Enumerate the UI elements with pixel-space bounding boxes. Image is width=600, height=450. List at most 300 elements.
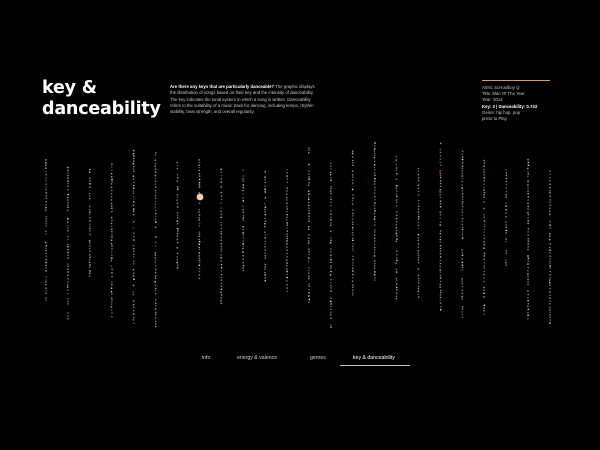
- song-dot[interactable]: [528, 162, 529, 163]
- song-dot[interactable]: [111, 260, 112, 261]
- song-dot[interactable]: [374, 172, 375, 173]
- song-dot[interactable]: [45, 167, 46, 168]
- song-dot[interactable]: [199, 203, 200, 204]
- song-dot[interactable]: [155, 186, 156, 187]
- song-dot[interactable]: [330, 188, 331, 189]
- song-dot[interactable]: [308, 226, 309, 227]
- song-dot[interactable]: [155, 262, 156, 263]
- song-dot[interactable]: [440, 186, 441, 187]
- song-dot[interactable]: [67, 249, 68, 250]
- song-dot[interactable]: [330, 213, 331, 214]
- song-dot[interactable]: [286, 287, 287, 288]
- song-dot[interactable]: [330, 177, 331, 178]
- song-dot[interactable]: [221, 207, 222, 208]
- song-dot[interactable]: [155, 204, 156, 205]
- song-dot[interactable]: [221, 277, 222, 278]
- song-dot[interactable]: [330, 202, 331, 203]
- song-dot[interactable]: [133, 196, 134, 197]
- song-dot[interactable]: [549, 177, 550, 178]
- song-dot[interactable]: [396, 224, 397, 225]
- song-dot[interactable]: [67, 284, 68, 285]
- song-dot[interactable]: [330, 309, 331, 310]
- song-dot[interactable]: [220, 217, 221, 218]
- song-dot[interactable]: [89, 230, 90, 231]
- song-dot[interactable]: [528, 173, 529, 174]
- song-dot[interactable]: [199, 252, 200, 253]
- song-dot[interactable]: [287, 214, 288, 215]
- song-dot[interactable]: [352, 284, 353, 285]
- song-dot[interactable]: [330, 301, 331, 302]
- song-dot[interactable]: [352, 153, 353, 154]
- song-dot[interactable]: [549, 208, 550, 209]
- song-dot[interactable]: [440, 206, 441, 207]
- song-dot[interactable]: [330, 219, 331, 220]
- song-dot[interactable]: [286, 236, 287, 237]
- song-dot[interactable]: [45, 259, 46, 260]
- song-dot[interactable]: [374, 244, 375, 245]
- song-dot[interactable]: [330, 172, 331, 173]
- song-dot[interactable]: [155, 299, 156, 300]
- song-dot[interactable]: [111, 245, 112, 246]
- song-dot[interactable]: [483, 281, 484, 282]
- song-dot[interactable]: [308, 176, 309, 177]
- song-dot[interactable]: [440, 256, 441, 257]
- song-dot[interactable]: [67, 282, 68, 283]
- song-dot[interactable]: [462, 227, 463, 228]
- song-dot[interactable]: [330, 168, 331, 169]
- song-dot[interactable]: [111, 229, 112, 230]
- song-dot[interactable]: [286, 280, 287, 281]
- song-dot[interactable]: [352, 224, 353, 225]
- song-dot[interactable]: [242, 178, 243, 179]
- song-dot[interactable]: [461, 311, 462, 312]
- song-dot[interactable]: [374, 190, 375, 191]
- song-dot[interactable]: [330, 306, 331, 307]
- song-dot[interactable]: [462, 175, 463, 176]
- song-dot[interactable]: [308, 248, 309, 249]
- song-dot[interactable]: [461, 278, 462, 279]
- song-dot[interactable]: [46, 183, 47, 184]
- song-dot[interactable]: [177, 196, 178, 197]
- song-dot[interactable]: [111, 226, 112, 227]
- song-dot[interactable]: [89, 240, 90, 241]
- song-dot[interactable]: [89, 217, 90, 218]
- song-dot[interactable]: [45, 250, 46, 251]
- song-dot[interactable]: [374, 224, 375, 225]
- song-dot[interactable]: [155, 221, 156, 222]
- song-dot[interactable]: [68, 301, 69, 302]
- song-dot[interactable]: [89, 257, 90, 258]
- song-dot[interactable]: [89, 180, 90, 181]
- song-dot[interactable]: [527, 306, 528, 307]
- song-dot[interactable]: [396, 221, 397, 222]
- song-dot[interactable]: [177, 177, 178, 178]
- song-dot[interactable]: [330, 163, 331, 164]
- song-dot[interactable]: [264, 232, 265, 233]
- song-dot[interactable]: [155, 242, 156, 243]
- song-dot[interactable]: [287, 178, 288, 179]
- song-dot[interactable]: [549, 211, 550, 212]
- song-dot[interactable]: [133, 214, 134, 215]
- song-dot[interactable]: [506, 196, 507, 197]
- song-dot[interactable]: [549, 250, 550, 251]
- nav-item-energy-valence[interactable]: energy & valence: [237, 355, 278, 361]
- song-dot[interactable]: [374, 265, 375, 266]
- song-dot[interactable]: [199, 167, 200, 168]
- song-dot[interactable]: [155, 260, 156, 261]
- song-dot[interactable]: [418, 206, 419, 207]
- song-dot[interactable]: [286, 265, 287, 266]
- song-dot[interactable]: [309, 299, 310, 300]
- song-dot[interactable]: [265, 197, 266, 198]
- song-dot[interactable]: [111, 187, 112, 188]
- song-dot[interactable]: [308, 254, 309, 255]
- song-dot[interactable]: [45, 221, 46, 222]
- song-dot[interactable]: [67, 170, 68, 171]
- song-dot[interactable]: [352, 274, 353, 275]
- song-dot[interactable]: [506, 230, 507, 231]
- song-dot[interactable]: [330, 251, 331, 252]
- song-dot[interactable]: [308, 267, 309, 268]
- song-dot[interactable]: [155, 272, 156, 273]
- song-dot[interactable]: [440, 180, 441, 181]
- song-dot[interactable]: [242, 248, 243, 249]
- song-dot[interactable]: [155, 169, 156, 170]
- song-dot[interactable]: [111, 272, 112, 273]
- song-dot[interactable]: [198, 211, 199, 212]
- song-dot[interactable]: [89, 169, 90, 170]
- song-dot[interactable]: [221, 274, 222, 275]
- song-dot[interactable]: [352, 171, 353, 172]
- song-dot[interactable]: [286, 262, 287, 263]
- song-dot[interactable]: [198, 170, 199, 171]
- song-dot[interactable]: [89, 251, 90, 252]
- song-dot[interactable]: [67, 252, 68, 253]
- song-dot[interactable]: [133, 251, 134, 252]
- song-dot[interactable]: [352, 246, 353, 247]
- song-dot[interactable]: [286, 206, 287, 207]
- song-dot[interactable]: [45, 267, 46, 268]
- song-dot[interactable]: [527, 282, 528, 283]
- song-dot[interactable]: [111, 217, 112, 218]
- song-dot[interactable]: [111, 236, 112, 237]
- song-dot[interactable]: [155, 252, 156, 253]
- song-dot[interactable]: [440, 297, 441, 298]
- song-dot[interactable]: [177, 221, 178, 222]
- song-dot[interactable]: [286, 253, 287, 254]
- song-dot[interactable]: [505, 209, 506, 210]
- song-dot[interactable]: [177, 264, 178, 265]
- song-dot[interactable]: [133, 248, 134, 249]
- song-dot[interactable]: [374, 252, 375, 253]
- song-dot[interactable]: [133, 158, 134, 159]
- song-dot[interactable]: [374, 150, 375, 151]
- song-dot[interactable]: [506, 250, 507, 251]
- song-dot[interactable]: [111, 181, 112, 182]
- song-dot[interactable]: [352, 194, 353, 195]
- song-dot[interactable]: [439, 170, 440, 171]
- song-dot[interactable]: [111, 304, 112, 305]
- song-dot[interactable]: [440, 292, 441, 293]
- song-dot[interactable]: [89, 220, 90, 221]
- song-dot[interactable]: [396, 215, 397, 216]
- song-dot[interactable]: [264, 211, 265, 212]
- song-dot[interactable]: [199, 173, 200, 174]
- song-dot[interactable]: [352, 189, 353, 190]
- song-dot[interactable]: [396, 196, 397, 197]
- song-dot[interactable]: [527, 171, 528, 172]
- song-dot[interactable]: [396, 298, 397, 299]
- song-dot[interactable]: [440, 241, 441, 242]
- song-dot[interactable]: [89, 206, 90, 207]
- song-dot[interactable]: [221, 294, 222, 295]
- song-dot[interactable]: [242, 181, 243, 182]
- song-dot[interactable]: [483, 187, 484, 188]
- song-dot[interactable]: [111, 203, 112, 204]
- song-dot[interactable]: [549, 314, 550, 315]
- song-dot[interactable]: [155, 216, 156, 217]
- song-dot[interactable]: [352, 174, 353, 175]
- song-dot[interactable]: [221, 171, 222, 172]
- song-dot[interactable]: [484, 220, 485, 221]
- song-dot[interactable]: [308, 185, 309, 186]
- song-dot[interactable]: [528, 214, 529, 215]
- song-dot[interactable]: [45, 248, 46, 249]
- song-dot[interactable]: [111, 166, 112, 167]
- song-dot[interactable]: [330, 285, 331, 286]
- song-dot[interactable]: [462, 170, 463, 171]
- song-dot[interactable]: [265, 234, 266, 235]
- song-dot[interactable]: [221, 228, 222, 229]
- song-dot[interactable]: [330, 222, 331, 223]
- song-dot[interactable]: [462, 173, 463, 174]
- song-dot[interactable]: [286, 219, 287, 220]
- song-dot[interactable]: [461, 153, 462, 154]
- song-dot[interactable]: [199, 247, 200, 248]
- song-dot[interactable]: [440, 230, 441, 231]
- song-dot[interactable]: [527, 276, 528, 277]
- song-dot[interactable]: [396, 205, 397, 206]
- song-dot[interactable]: [549, 170, 550, 171]
- song-dot[interactable]: [440, 143, 441, 144]
- song-dot[interactable]: [111, 287, 112, 288]
- song-dot[interactable]: [484, 314, 485, 315]
- song-dot[interactable]: [483, 308, 484, 309]
- song-dot[interactable]: [396, 241, 397, 242]
- song-dot[interactable]: [155, 293, 156, 294]
- song-dot[interactable]: [374, 192, 375, 193]
- song-dot[interactable]: [286, 182, 287, 183]
- song-dot[interactable]: [177, 212, 178, 213]
- song-dot[interactable]: [308, 240, 309, 241]
- song-dot[interactable]: [133, 317, 134, 318]
- song-dot[interactable]: [45, 178, 46, 179]
- song-dot[interactable]: [549, 252, 550, 253]
- song-dot[interactable]: [177, 247, 178, 248]
- song-dot[interactable]: [308, 301, 309, 302]
- song-dot[interactable]: [550, 255, 551, 256]
- song-dot[interactable]: [67, 204, 68, 205]
- song-dot[interactable]: [396, 179, 397, 180]
- song-dot[interactable]: [527, 184, 528, 185]
- song-dot[interactable]: [45, 297, 46, 298]
- song-dot[interactable]: [396, 251, 397, 252]
- song-dot[interactable]: [287, 222, 288, 223]
- song-dot[interactable]: [527, 270, 528, 271]
- song-dot[interactable]: [528, 196, 529, 197]
- song-dot[interactable]: [440, 269, 441, 270]
- song-dot[interactable]: [527, 274, 528, 275]
- song-dot[interactable]: [462, 234, 463, 235]
- song-dot[interactable]: [308, 213, 309, 214]
- song-dot[interactable]: [484, 262, 485, 263]
- song-dot[interactable]: [396, 233, 397, 234]
- song-dot[interactable]: [549, 291, 550, 292]
- song-dot[interactable]: [418, 216, 419, 217]
- song-dot[interactable]: [133, 185, 134, 186]
- song-dot[interactable]: [505, 224, 506, 225]
- song-dot[interactable]: [549, 258, 550, 259]
- song-dot[interactable]: [265, 189, 266, 190]
- song-dot[interactable]: [440, 306, 441, 307]
- song-dot[interactable]: [287, 172, 288, 173]
- song-dot[interactable]: [374, 222, 375, 223]
- song-dot[interactable]: [505, 205, 506, 206]
- song-dot[interactable]: [506, 191, 507, 192]
- song-dot[interactable]: [440, 212, 441, 213]
- song-dot[interactable]: [221, 222, 222, 223]
- song-dot[interactable]: [528, 309, 529, 310]
- song-dot[interactable]: [265, 280, 266, 281]
- song-dot[interactable]: [396, 173, 397, 174]
- song-dot[interactable]: [89, 193, 90, 194]
- song-dot[interactable]: [242, 209, 243, 210]
- song-dot[interactable]: [177, 253, 178, 254]
- song-dot[interactable]: [396, 289, 397, 290]
- song-dot[interactable]: [396, 199, 397, 200]
- song-dot[interactable]: [483, 277, 484, 278]
- song-dot[interactable]: [527, 231, 528, 232]
- song-dot[interactable]: [330, 217, 331, 218]
- song-dot[interactable]: [352, 232, 353, 233]
- song-dot[interactable]: [550, 277, 551, 278]
- song-dot[interactable]: [155, 305, 156, 306]
- song-dot[interactable]: [46, 201, 47, 202]
- song-dot[interactable]: [308, 164, 309, 165]
- song-dot[interactable]: [286, 208, 287, 209]
- song-dot[interactable]: [111, 199, 112, 200]
- song-dot[interactable]: [155, 236, 156, 237]
- song-dot[interactable]: [67, 246, 68, 247]
- song-dot[interactable]: [177, 217, 178, 218]
- song-dot[interactable]: [418, 237, 419, 238]
- song-dot[interactable]: [330, 180, 331, 181]
- song-dot[interactable]: [462, 178, 463, 179]
- song-dot[interactable]: [505, 216, 506, 217]
- song-dot[interactable]: [462, 306, 463, 307]
- song-dot[interactable]: [462, 229, 463, 230]
- song-dot[interactable]: [440, 253, 441, 254]
- song-dot[interactable]: [89, 171, 90, 172]
- song-dot[interactable]: [155, 275, 156, 276]
- song-dot[interactable]: [67, 177, 68, 178]
- song-dot[interactable]: [418, 225, 419, 226]
- song-dot[interactable]: [418, 296, 419, 297]
- song-dot[interactable]: [440, 183, 441, 184]
- song-dot[interactable]: [549, 268, 550, 269]
- song-dot[interactable]: [462, 193, 463, 194]
- song-dot[interactable]: [133, 304, 134, 305]
- song-dot[interactable]: [89, 264, 90, 265]
- song-dot[interactable]: [308, 205, 309, 206]
- song-dot[interactable]: [155, 308, 156, 309]
- song-dot[interactable]: [264, 223, 265, 224]
- song-dot[interactable]: [549, 236, 550, 237]
- song-dot[interactable]: [221, 243, 222, 244]
- song-dot[interactable]: [550, 204, 551, 205]
- song-dot[interactable]: [89, 234, 90, 235]
- song-dot[interactable]: [527, 263, 528, 264]
- song-dot[interactable]: [177, 235, 178, 236]
- song-dot[interactable]: [528, 258, 529, 259]
- song-dot[interactable]: [549, 247, 550, 248]
- song-dot[interactable]: [155, 227, 156, 228]
- song-dot[interactable]: [483, 271, 484, 272]
- song-dot[interactable]: [352, 294, 353, 295]
- song-dot[interactable]: [483, 214, 484, 215]
- song-dot[interactable]: [440, 277, 441, 278]
- song-dot[interactable]: [506, 181, 507, 182]
- song-dot[interactable]: [243, 259, 244, 260]
- song-dot[interactable]: [111, 196, 112, 197]
- song-dot[interactable]: [462, 151, 463, 152]
- song-dot[interactable]: [177, 174, 178, 175]
- song-dot[interactable]: [440, 299, 441, 300]
- song-dot[interactable]: [45, 288, 46, 289]
- song-dot[interactable]: [483, 248, 484, 249]
- song-dot[interactable]: [221, 286, 222, 287]
- song-dot[interactable]: [330, 199, 331, 200]
- song-dot[interactable]: [177, 180, 178, 181]
- song-dot[interactable]: [374, 274, 375, 275]
- song-dot[interactable]: [242, 232, 243, 233]
- song-dot[interactable]: [308, 207, 309, 208]
- song-dot[interactable]: [67, 228, 68, 229]
- song-dot[interactable]: [484, 305, 485, 306]
- song-dot[interactable]: [133, 193, 134, 194]
- song-dot[interactable]: [374, 279, 375, 280]
- song-dot[interactable]: [45, 265, 46, 266]
- song-dot[interactable]: [308, 173, 309, 174]
- song-dot[interactable]: [308, 276, 309, 277]
- song-dot[interactable]: [199, 262, 200, 263]
- song-dot[interactable]: [199, 214, 200, 215]
- song-dot[interactable]: [505, 213, 506, 214]
- song-dot[interactable]: [374, 145, 375, 146]
- song-dot[interactable]: [330, 327, 331, 328]
- song-dot[interactable]: [111, 205, 112, 206]
- song-dot[interactable]: [221, 264, 222, 265]
- song-dot[interactable]: [111, 243, 112, 244]
- song-dot[interactable]: [286, 273, 287, 274]
- song-dot[interactable]: [221, 257, 222, 258]
- song-dot[interactable]: [505, 227, 506, 228]
- song-dot[interactable]: [330, 248, 331, 249]
- song-dot[interactable]: [155, 152, 156, 153]
- song-dot[interactable]: [111, 293, 112, 294]
- song-dot[interactable]: [221, 251, 222, 252]
- song-dot[interactable]: [505, 222, 506, 223]
